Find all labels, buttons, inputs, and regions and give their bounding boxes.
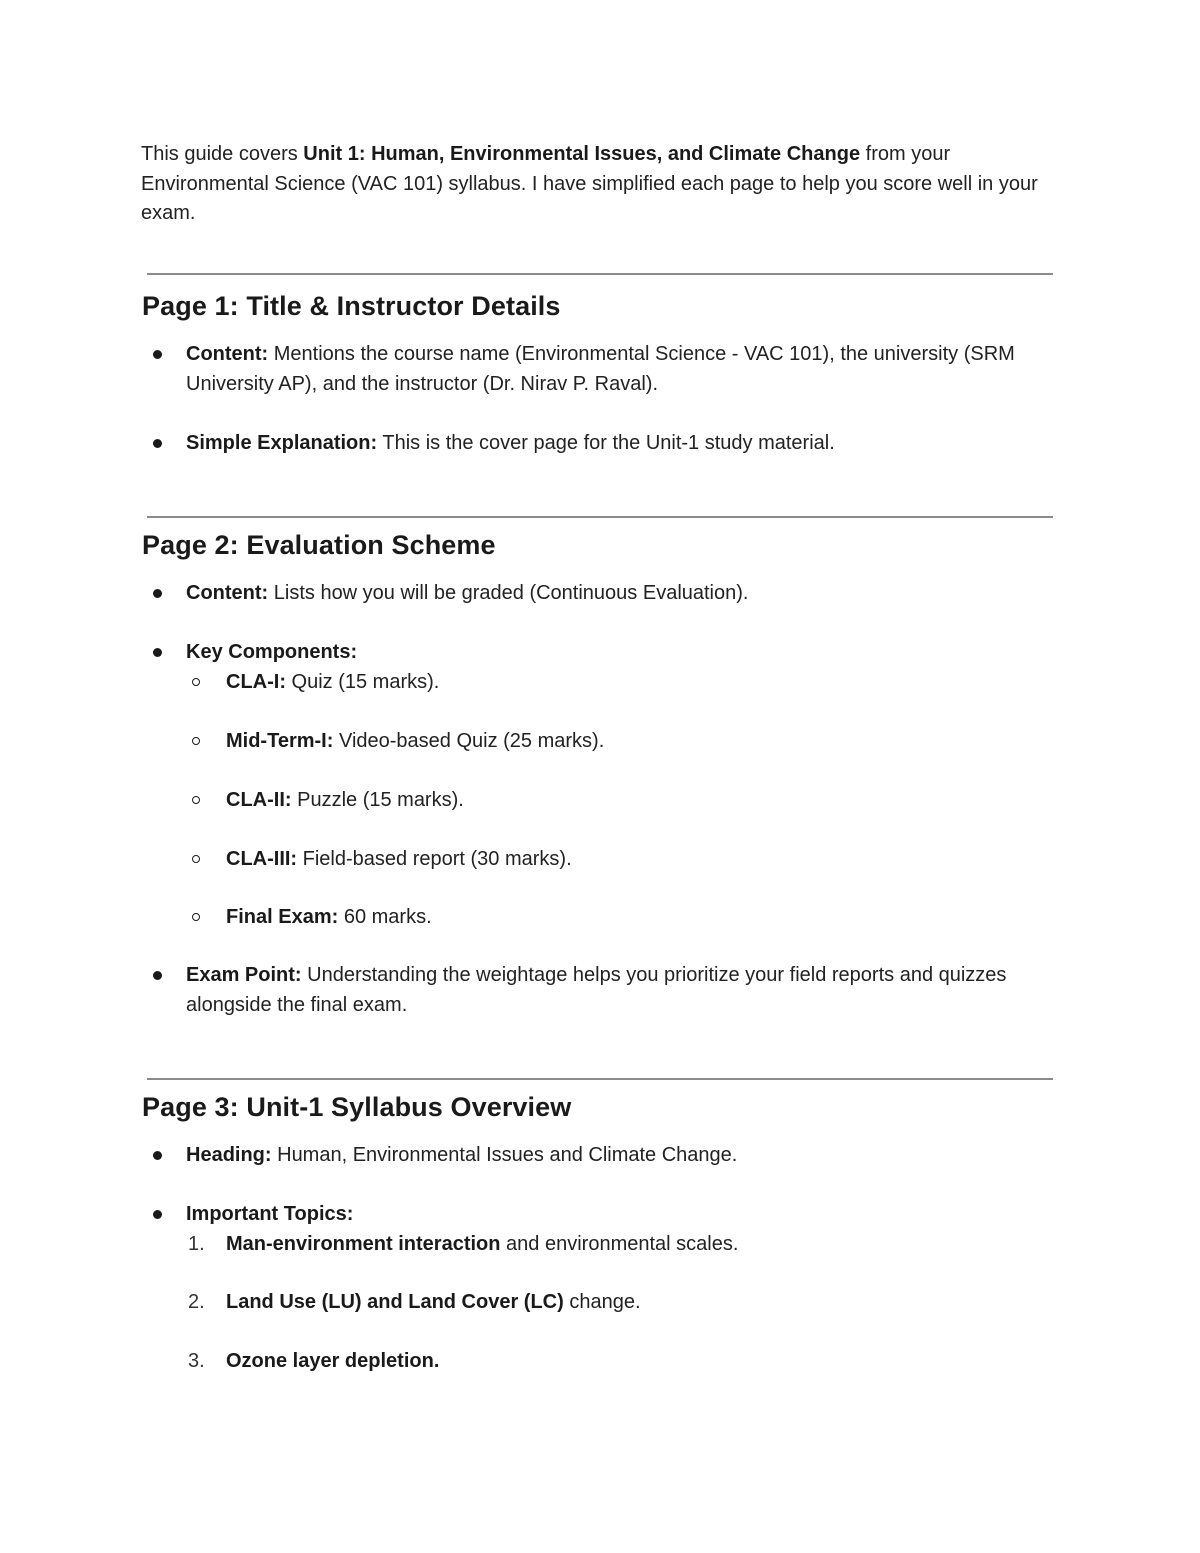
sub-item-text: Field-based report (30 marks). — [297, 848, 572, 870]
section-divider — [147, 516, 1053, 518]
sub-item-label: CLA-I: — [226, 671, 286, 693]
sub-item-label: CLA-III: — [226, 848, 298, 870]
bullet-icon — [153, 648, 162, 657]
item-text: Human, Environmental Issues and Climate Change. — [271, 1144, 738, 1166]
sub-list-item — [226, 844, 1046, 874]
bullet-icon — [153, 1210, 162, 1219]
item-text: Lists how you will be graded (Continuous Evaluation). — [268, 582, 749, 604]
sub-item-text: Video-based Quiz (25 marks). — [333, 730, 605, 752]
list-item-heading — [186, 1140, 1046, 1170]
section-heading-page-1: Page 1: Title & Instructor Details — [142, 291, 561, 321]
intro-unit-title: Unit 1: Human, Environmental Issues, and Climate Change — [303, 143, 861, 165]
item-label: Content: — [186, 343, 269, 365]
item-text: This is the cover page for the Unit-1 study material. — [377, 432, 835, 454]
list-item-content — [186, 578, 1046, 608]
numbered-list-item — [226, 1346, 1046, 1376]
bullet-icon — [153, 971, 162, 980]
section-divider — [147, 273, 1053, 275]
list-item-simple-explanation — [186, 428, 1046, 458]
hollow-bullet-icon — [192, 913, 200, 921]
sub-item-label: Final Exam: — [226, 906, 339, 928]
bullet-icon — [153, 350, 162, 359]
hollow-bullet-icon — [192, 855, 200, 863]
item-label: Content: — [186, 582, 269, 604]
bullet-icon — [153, 589, 162, 598]
item-label: Simple Explanation: — [186, 432, 378, 454]
numbered-item-label: Ozone layer depletion. — [226, 1350, 440, 1372]
list-number: 3. — [188, 1350, 205, 1372]
section-heading-page-3: Page 3: Unit-1 Syllabus Overview — [142, 1092, 572, 1122]
numbered-list-item — [226, 1229, 1046, 1259]
list-item-exam-point — [186, 960, 1046, 1020]
intro-text-end: from your Environmental Science (VAC 101) syllabus. I have simplified each page to help you score well in your exam. — [141, 143, 1038, 224]
list-item-content — [186, 339, 1046, 399]
numbered-list-item — [226, 1287, 1046, 1317]
list-number: 1. — [188, 1233, 205, 1255]
numbered-item-label: Land Use (LU) and Land Cover (LC) — [226, 1291, 564, 1313]
numbered-item-label: Man-environment interaction — [226, 1233, 501, 1255]
hollow-bullet-icon — [192, 678, 200, 686]
sub-item-label: CLA-II: — [226, 789, 292, 811]
intro-text-start: This guide covers — [141, 143, 304, 165]
intro-paragraph — [141, 140, 1061, 229]
numbered-item-text: and environmental scales. — [500, 1233, 739, 1255]
item-label: Exam Point: — [186, 964, 302, 986]
sub-list-item — [226, 667, 1046, 697]
list-item-important-topics — [186, 1199, 1046, 1229]
bullet-icon — [153, 1151, 162, 1160]
item-label: Key Components: — [186, 641, 358, 663]
list-number: 2. — [188, 1291, 205, 1313]
item-label: Important Topics: — [186, 1203, 354, 1225]
item-label: Heading: — [186, 1144, 272, 1166]
sub-list-item — [226, 902, 1046, 932]
section-divider — [147, 1078, 1053, 1080]
bullet-icon — [153, 439, 162, 448]
sub-item-text: 60 marks. — [338, 906, 432, 928]
hollow-bullet-icon — [192, 737, 200, 745]
sub-list-item — [226, 785, 1046, 815]
sub-item-text: Puzzle (15 marks). — [291, 789, 464, 811]
list-item-key-components — [186, 637, 1046, 667]
section-heading-page-2: Page 2: Evaluation Scheme — [142, 530, 496, 560]
hollow-bullet-icon — [192, 796, 200, 804]
item-text: Mentions the course name (Environmental Science - VAC 101), the university (SRM University AP), and the instructor (Dr. Nirav P. Raval). — [186, 343, 1015, 395]
item-text: Understanding the weightage helps you prioritize your field reports and quizzes alongside the final exam. — [186, 964, 1007, 1016]
sub-list-item — [226, 726, 1046, 756]
numbered-item-text: change. — [563, 1291, 641, 1313]
sub-item-text: Quiz (15 marks). — [285, 671, 440, 693]
sub-item-label: Mid-Term-I: — [226, 730, 334, 752]
